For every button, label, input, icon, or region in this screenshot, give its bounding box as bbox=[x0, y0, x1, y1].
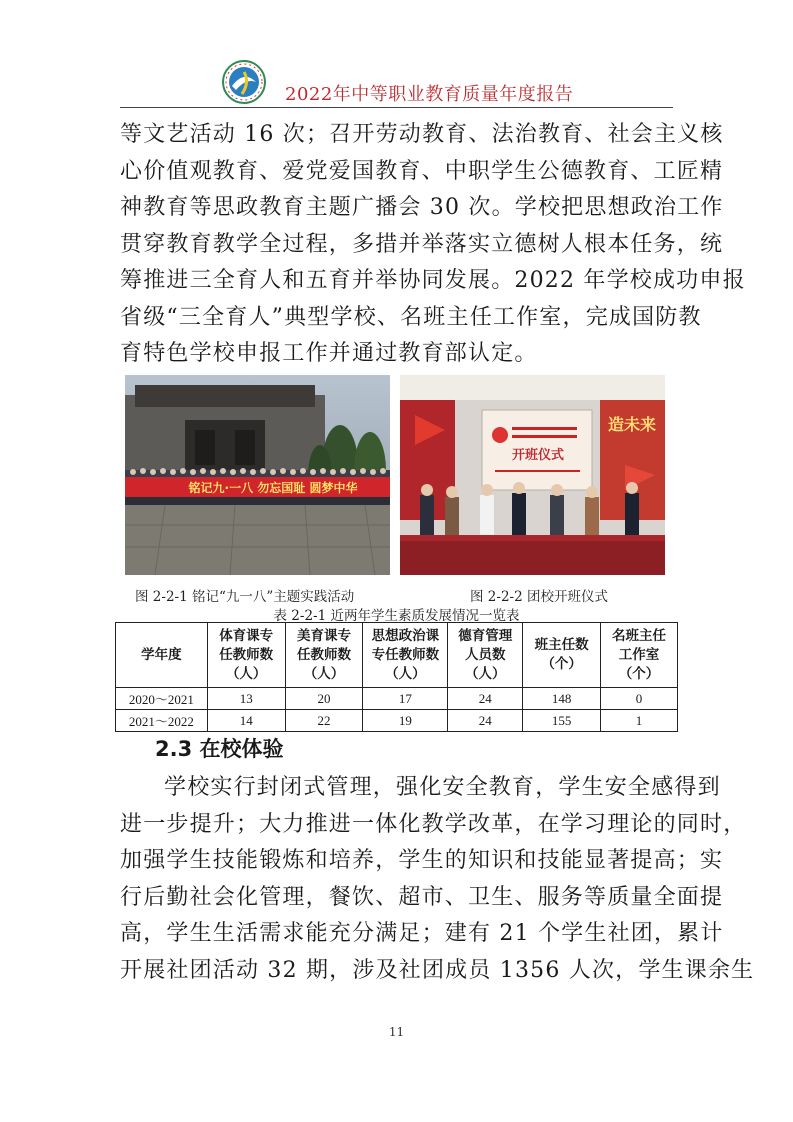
text-line: 学校实行封闭式管理，强化安全教育，学生安全感得到 bbox=[164, 775, 721, 800]
text-line: 育特色学校申报工作并通过教育部认定。 bbox=[120, 341, 538, 366]
table-title: 表 2-2-1 近两年学生素质发展情况一览表 bbox=[273, 608, 520, 624]
table-cell: 148 bbox=[523, 688, 601, 710]
student-quality-table bbox=[115, 622, 678, 732]
table-row bbox=[116, 710, 678, 732]
body-paragraph-2 bbox=[120, 770, 755, 989]
table-cell: 1 bbox=[601, 710, 678, 732]
col-header-art-teachers: 美育课专 任教师数 （人） bbox=[285, 623, 363, 688]
text-line: 进一步提升；大力推进一体化教学改革，在学习理论的同时， bbox=[120, 811, 747, 837]
figure-caption-left: 图 2-2-1 铭记“九一八”主题实践活动 bbox=[135, 589, 355, 605]
text-line: 等文艺活动 16 次；召开劳动教育、法治教育、社会主义核 bbox=[120, 122, 724, 147]
table-row bbox=[116, 688, 678, 710]
section-heading: 2.3 在校体验 bbox=[155, 737, 284, 761]
table-cell: 13 bbox=[207, 688, 285, 710]
table-cell: 24 bbox=[448, 688, 523, 710]
body-paragraph-1 bbox=[120, 117, 746, 373]
banner-text: 铭记九·一八 勿忘国耻 圆梦中华 bbox=[188, 481, 358, 495]
table-cell: 20 bbox=[285, 688, 363, 710]
table-cell: 22 bbox=[285, 710, 363, 732]
text-line: 省级“三全育人”典型学校、名班主任工作室，完成国防教 bbox=[120, 304, 702, 330]
table-cell: 17 bbox=[363, 688, 448, 710]
table-cell: 0 bbox=[601, 688, 678, 710]
table-cell: 19 bbox=[363, 710, 448, 732]
text-line: 高，学生生活需求能充分满足；建有 21 个学生社团，累计 bbox=[120, 921, 724, 946]
header-title: 2022年中等职业教育质量年度报告 bbox=[285, 84, 574, 105]
col-header-pe-teachers: 体育课专 任教师数 （人） bbox=[207, 623, 285, 688]
wall-slogan: 造未来 bbox=[607, 415, 657, 434]
text-line: 筹推进三全育人和五育并举协同发展。2022 年学校成功申报 bbox=[120, 268, 746, 293]
text-line: 行后勤社会化管理，餐饮、超市、卫生、服务等质量全面提 bbox=[120, 884, 724, 910]
header-rule bbox=[120, 107, 673, 108]
text-line: 加强学生技能锻炼和培养，学生的知识和技能显著提高；实 bbox=[120, 848, 724, 873]
col-header-master-studios: 名班主任 工作室 （个） bbox=[601, 623, 678, 688]
col-header-moral-staff: 德育管理 人员数 （人） bbox=[448, 623, 523, 688]
school-emblem-icon bbox=[222, 60, 266, 104]
col-header-class-teachers: 班主任数 （个） bbox=[523, 623, 601, 688]
table-header-row bbox=[116, 623, 678, 688]
col-header-year: 学年度 bbox=[116, 623, 208, 688]
photo-memorial-activity bbox=[125, 375, 390, 575]
text-line: 神教育等思政教育主题广播会 30 次。学校把思想政治工作 bbox=[120, 195, 724, 220]
table-cell: 155 bbox=[523, 710, 601, 732]
text-line: 贯穿教育教学全过程，多措并举落实立德树人根本任务，统 bbox=[120, 231, 724, 257]
page-number: 11 bbox=[388, 1025, 405, 1039]
table-cell: 2021～2022 bbox=[116, 710, 208, 732]
screen-title: 开班仪式 bbox=[511, 448, 565, 463]
figure-caption-right: 图 2-2-2 团校开班仪式 bbox=[470, 589, 608, 605]
table-cell: 14 bbox=[207, 710, 285, 732]
col-header-politics-teachers: 思想政治课 专任教师数 （人） bbox=[363, 623, 448, 688]
table-cell: 24 bbox=[448, 710, 523, 732]
table-cell: 2020～2021 bbox=[116, 688, 208, 710]
photo-league-school-opening bbox=[400, 375, 665, 575]
text-line: 开展社团活动 32 期，涉及社团成员 1356 人次，学生课余生 bbox=[120, 957, 755, 983]
text-line: 心价值观教育、爱党爱国教育、中职学生公德教育、工匠精 bbox=[120, 158, 724, 184]
